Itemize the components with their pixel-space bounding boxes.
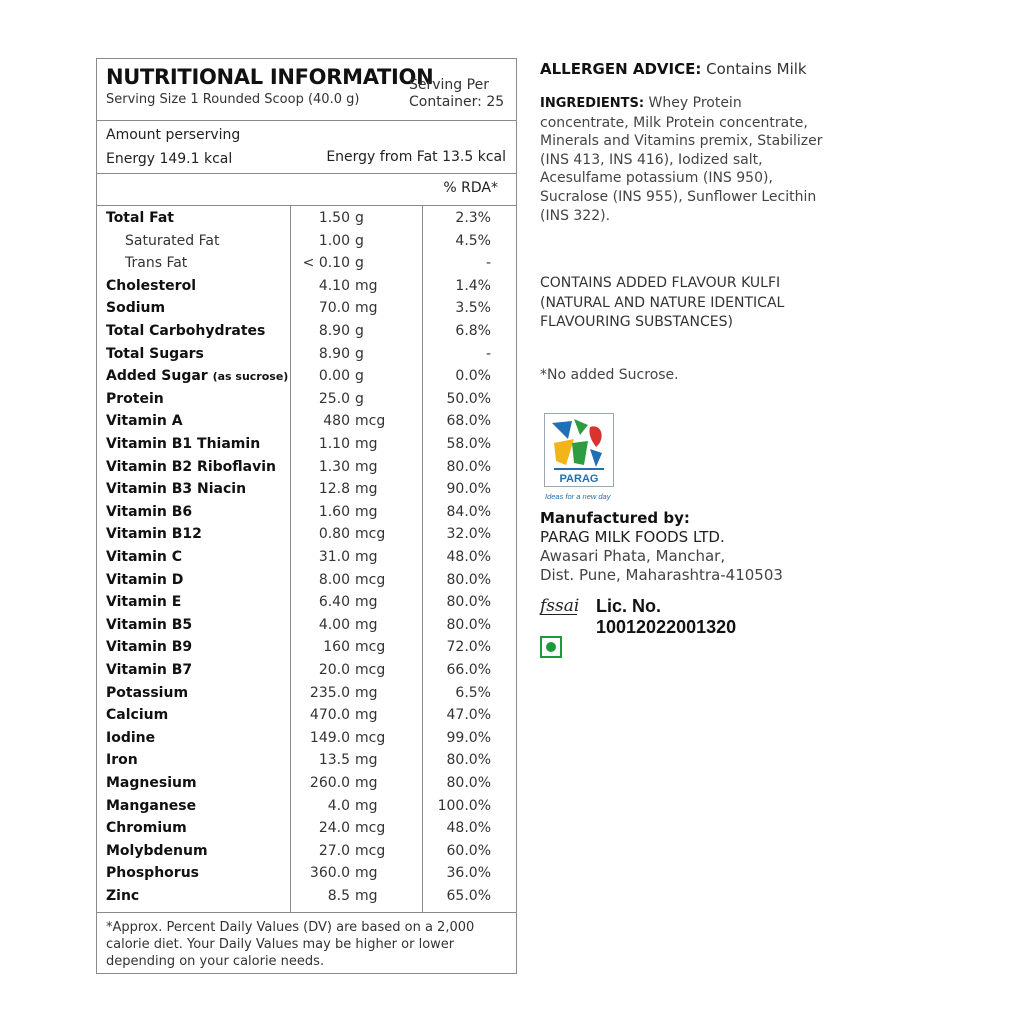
nutrient-rda: 50.0%	[446, 390, 491, 407]
nutrient-name-text: Zinc	[106, 888, 140, 904]
nutrient-amount-unit: mg	[355, 775, 378, 791]
nutrient-name-text: Saturated Fat	[125, 232, 220, 249]
nutrient-rda: 80.0%	[446, 571, 491, 588]
nutrient-row	[97, 546, 516, 569]
nutrient-rda: 68.0%	[446, 413, 491, 430]
nutrient-amount	[292, 297, 402, 319]
nutrient-name-text: Manganese	[106, 797, 197, 814]
nutrient-name-text: Added Sugar	[106, 368, 208, 385]
nutrient-name	[106, 749, 138, 771]
nutrient-amount	[292, 365, 402, 387]
energy: Energy 149.1 kcal	[106, 151, 233, 167]
nutrient-row	[97, 523, 516, 546]
nutrient-amount	[292, 207, 402, 229]
nutrient-amount	[292, 433, 402, 455]
nutrient-name	[106, 410, 183, 432]
nutrient-amount	[292, 749, 402, 771]
nutrient-rda: 90.0%	[446, 481, 491, 498]
nutrient-amount-unit: g	[355, 255, 364, 272]
nutrient-name	[106, 456, 276, 478]
divider	[97, 120, 516, 121]
nutrient-row	[97, 614, 516, 637]
nutrient-amount-value: 31.0	[318, 549, 350, 565]
nutrient-rda: 48.0%	[446, 820, 491, 837]
nutrient-name-text: Iron	[106, 752, 138, 769]
nutrient-row	[97, 320, 516, 343]
nutrient-name	[106, 772, 197, 794]
nutrient-name	[106, 546, 182, 568]
nutrient-amount	[292, 862, 402, 884]
manufacturer-name: PARAG MILK FOODS LTD.	[540, 528, 725, 546]
nutrient-row	[97, 840, 516, 863]
nutrient-amount-unit: mg	[355, 684, 378, 701]
nutrient-rda: 80.0%	[446, 458, 491, 475]
nutrient-amount-unit: mcg	[355, 662, 386, 678]
nutrient-amount-value: 12.8	[318, 481, 350, 498]
nutrient-rda: 3.5%	[455, 300, 491, 317]
nutrient-name-text: Vitamin B1 Thiamin	[106, 436, 261, 452]
nutrient-amount-unit: mcg	[355, 842, 386, 859]
nutrient-name-text: Cholesterol	[106, 277, 196, 294]
nutrient-rda: 65.0%	[446, 888, 491, 904]
nutrient-amount	[292, 569, 402, 591]
divider	[97, 912, 516, 913]
nutrient-amount-unit: g	[355, 232, 364, 249]
nutrient-rda: 99.0%	[446, 729, 491, 746]
nutrient-amount	[292, 659, 402, 681]
nutrient-row	[97, 433, 516, 456]
servings-per-line2: Container: 25	[409, 94, 505, 110]
nutrient-amount-unit: mg	[355, 481, 378, 498]
nutrient-amount-value: 4.00	[318, 616, 350, 633]
divider	[97, 205, 516, 206]
nutrient-name-text: Potassium	[106, 684, 189, 701]
nutrient-amount	[292, 456, 402, 478]
nutrient-name	[106, 659, 192, 681]
nutrient-row	[97, 343, 516, 366]
nutrient-amount-unit: mg	[355, 888, 378, 904]
nutrient-name-text: Trans Fat	[125, 255, 188, 272]
nutrient-row	[97, 569, 516, 592]
nutrient-name-text: Total Fat	[106, 210, 175, 226]
nutrient-amount-value: 149.0	[309, 729, 350, 746]
nutrient-amount-value: 1.30	[318, 458, 350, 475]
nutrient-row	[97, 682, 516, 705]
nutrient-amount-value: 260.0	[309, 775, 350, 791]
allergen-label: ALLERGEN ADVICE:	[540, 60, 702, 78]
nutrient-amount-value: < 0.10	[302, 255, 350, 272]
amount-per-serving: Amount perserving	[106, 127, 241, 143]
nutrient-amount-unit: g	[355, 368, 364, 385]
nutrient-name	[106, 320, 265, 342]
nutrient-name	[106, 727, 155, 749]
nutrient-rda: 80.0%	[446, 752, 491, 769]
nutrient-amount-value: 27.0	[318, 842, 350, 859]
nutrient-row	[97, 388, 516, 411]
nutrient-amount	[292, 546, 402, 568]
nutrient-row	[97, 207, 516, 230]
nutrient-amount-value: 1.50	[318, 210, 350, 226]
nutrient-amount	[292, 320, 402, 342]
nutrient-amount-unit: g	[355, 390, 364, 407]
nutrient-amount-value: 20.0	[318, 662, 350, 678]
nutrient-amount-unit: mg	[355, 594, 378, 611]
servings-per-line1: Serving Per	[409, 77, 489, 93]
nutrient-name	[106, 433, 260, 455]
nutrient-name-text: Vitamin B6	[106, 503, 193, 520]
parag-logo	[544, 413, 614, 503]
nutrient-amount-unit: mcg	[355, 639, 386, 656]
nutrient-name-text: Phosphorus	[106, 865, 199, 882]
nutrient-rda: 2.3%	[455, 210, 491, 226]
nutrient-amount-value: 13.5	[318, 752, 350, 769]
manufacturer-address-line2: Dist. Pune, Maharashtra-410503	[540, 566, 783, 584]
nutrient-amount-unit: mg	[355, 277, 378, 294]
nutrient-name-text: Total Carbohydrates	[106, 323, 266, 339]
nutrient-amount-unit: mg	[355, 436, 378, 452]
divider	[97, 173, 516, 174]
nutrient-rda: 80.0%	[446, 594, 491, 611]
nutrient-name-text: Sodium	[106, 300, 166, 317]
nutrient-name	[106, 885, 139, 907]
nutrient-name	[106, 207, 174, 229]
nutrient-amount-value: 0.00	[318, 368, 350, 385]
nutrient-amount	[292, 840, 402, 862]
nutrient-name	[106, 523, 202, 545]
nutrient-name-text: Chromium	[106, 820, 187, 837]
nutrient-amount-unit: mg	[355, 549, 378, 565]
nutrient-name	[106, 501, 192, 523]
nutrient-name-suffix: (as sucrose)	[212, 370, 289, 384]
logo-brand: PARAG	[559, 473, 599, 485]
nutrient-rda: 80.0%	[446, 616, 491, 633]
nutrient-row	[97, 795, 516, 818]
nutrient-name	[106, 365, 288, 388]
nutrient-rda: -	[485, 345, 491, 362]
nutrient-name-text: Calcium	[106, 707, 169, 724]
nutrient-rda: 48.0%	[446, 549, 491, 565]
veg-mark-icon	[540, 636, 562, 658]
nutrient-name	[106, 275, 196, 297]
nutrient-amount-value: 0.80	[318, 526, 350, 543]
nutrient-amount-value: 8.90	[318, 323, 350, 339]
nutrient-amount-value: 235.0	[309, 684, 350, 701]
nutrient-rda: 1.4%	[455, 277, 491, 294]
nutrient-amount	[292, 230, 402, 252]
nutrient-amount	[292, 614, 402, 636]
nutrient-amount	[292, 478, 402, 500]
nutrient-amount	[292, 795, 402, 817]
nutrient-name	[106, 704, 168, 726]
nutrient-rda: 66.0%	[446, 662, 491, 678]
nutrient-row	[97, 501, 516, 524]
nutrient-amount-value: 24.0	[318, 820, 350, 837]
nutrient-amount-value: 6.40	[318, 594, 350, 611]
ingredients	[540, 94, 825, 225]
nutrient-row	[97, 591, 516, 614]
nutrient-amount-unit: g	[355, 210, 364, 226]
logo-tagline: Ideas for a new day	[545, 492, 611, 501]
ingredients-value: Whey Protein concentrate, Milk Protein concentrate, Minerals and Vitamins premix, Stabilizer (INS 413, INS 416), Iodized salt, Acesulfame potassium (INS 950), Sucralose (INS 955), Sunflower Lecithin (INS 322).	[540, 95, 823, 224]
serving-size: Serving Size 1 Rounded Scoop (40.0 g)	[106, 92, 360, 107]
servings-per-container	[409, 77, 504, 111]
nutrient-rda: 36.0%	[446, 865, 491, 882]
nutrient-amount-value: 70.0	[318, 300, 350, 317]
flavour-note: CONTAINS ADDED FLAVOUR KULFI (NATURAL AND NATURE IDENTICAL FLAVOURING SUBSTANCES)	[540, 275, 785, 330]
nutrient-name	[106, 840, 208, 862]
nutrient-amount-value: 1.10	[318, 436, 350, 452]
nutrient-amount-unit: mg	[355, 458, 378, 475]
nutrient-amount-unit: mcg	[355, 571, 386, 588]
manufacturer-address-line1: Awasari Phata, Manchar,	[540, 547, 726, 565]
nutrient-name	[106, 795, 196, 817]
nutrient-amount-value: 360.0	[309, 865, 350, 882]
energy-from-fat: Energy from Fat 13.5 kcal	[326, 149, 506, 165]
nutrient-amount-value: 470.0	[309, 707, 350, 724]
nutrient-amount	[292, 772, 402, 794]
nutrient-amount-unit: mcg	[355, 729, 386, 746]
nutrient-rda: 100.0%	[437, 797, 491, 814]
nutrient-amount	[292, 636, 402, 658]
nutrient-amount	[292, 727, 402, 749]
nutrient-name-text: Vitamin B2 Riboflavin	[106, 458, 276, 475]
nutrient-row	[97, 704, 516, 727]
nutrient-amount	[292, 523, 402, 545]
nutrient-amount-unit: g	[355, 323, 364, 339]
nutrient-name-text: Vitamin B7	[106, 662, 193, 678]
nutrient-amount	[292, 591, 402, 613]
nutrient-rda: 32.0%	[446, 526, 491, 543]
nutrient-row	[97, 727, 516, 750]
nutrient-name-text: Vitamin B3 Niacin	[106, 481, 247, 498]
nutrient-rda: 47.0%	[446, 707, 491, 724]
nutrient-amount-unit: mg	[355, 752, 378, 769]
nutrient-amount-unit: mcg	[355, 413, 386, 430]
manufactured-by-label: Manufactured by:	[540, 509, 690, 527]
nutrient-name-text: Magnesium	[106, 775, 197, 791]
nutrient-amount-unit: mg	[355, 797, 378, 814]
nutrient-amount	[292, 817, 402, 839]
nutrient-name-text: Total Sugars	[106, 345, 204, 362]
nutrient-amount-unit: g	[355, 345, 364, 362]
nutrient-amount-unit: mcg	[355, 820, 386, 837]
nutrient-rda: 4.5%	[455, 232, 491, 249]
nutrient-amount	[292, 704, 402, 726]
nutrient-name	[106, 343, 204, 365]
nutrient-rda: 0.0%	[455, 368, 491, 385]
nutrient-amount-value: 8.5	[327, 888, 350, 904]
license-number: Lic. No. 10012022001320	[596, 596, 737, 637]
nutrient-row	[97, 862, 516, 885]
nutrient-amount-value: 25.0	[318, 390, 350, 407]
nutrient-name-text: Protein	[106, 390, 164, 407]
nutrient-name-text: Vitamin D	[106, 571, 184, 588]
nutrient-row	[97, 885, 516, 908]
nutrient-name	[106, 614, 192, 636]
nutrient-amount-unit: mg	[355, 865, 378, 882]
nutrient-amount-unit: mg	[355, 503, 378, 520]
nutrient-rda: 58.0%	[446, 436, 491, 452]
nutrient-row	[97, 636, 516, 659]
nutrient-row	[97, 252, 516, 275]
nutrient-row	[97, 772, 516, 795]
nutrient-amount-value: 1.60	[318, 503, 350, 520]
nutrient-name-text: Vitamin C	[106, 549, 183, 565]
nutrient-name-text: Vitamin B12	[106, 526, 202, 543]
nutrient-name	[106, 591, 181, 613]
nutrient-rda: 60.0%	[446, 842, 491, 859]
nutrient-amount	[292, 501, 402, 523]
nutrient-amount	[292, 885, 402, 907]
parag-logo-icon	[544, 413, 614, 503]
nutrient-row	[97, 297, 516, 320]
footnote: *Approx. Percent Daily Values (DV) are based on a 2,000 calorie diet. Your Daily Values may be higher or lower depending on your calorie needs.	[106, 920, 475, 969]
nutrient-name	[106, 682, 188, 704]
nutrient-rda: 80.0%	[446, 775, 491, 791]
nutrient-rda: 6.8%	[455, 323, 491, 339]
nutrient-row	[97, 659, 516, 682]
nutrient-amount	[292, 388, 402, 410]
nutrient-amount-value: 8.90	[318, 345, 350, 362]
nutrient-amount	[292, 252, 402, 274]
nutrient-rda: 6.5%	[455, 684, 491, 701]
rda-header: % RDA*	[443, 180, 498, 196]
nutrient-name	[106, 636, 192, 658]
fssai-logo: fssai	[540, 596, 580, 616]
nutrient-amount-value: 4.10	[318, 277, 350, 294]
nutrient-amount	[292, 682, 402, 704]
nutrition-panel	[96, 58, 517, 974]
nutrient-name-text: Vitamin E	[106, 594, 182, 611]
nutrient-rda: 84.0%	[446, 503, 491, 520]
nutrient-row	[97, 365, 516, 388]
nutrient-name	[106, 569, 183, 591]
nutrient-name-text: Molybdenum	[106, 842, 208, 859]
nutrient-amount-unit: mg	[355, 707, 378, 724]
nutrient-row	[97, 478, 516, 501]
nutrient-amount-value: 480	[323, 413, 350, 430]
allergen-value: Contains Milk	[701, 60, 807, 78]
nutrient-name	[106, 297, 165, 319]
allergen-advice	[540, 60, 807, 78]
nutrient-name-text: Vitamin B9	[106, 639, 193, 656]
nutrient-row	[97, 817, 516, 840]
nutrient-name	[106, 478, 246, 500]
nutrient-amount-value: 8.00	[318, 571, 350, 588]
nutrient-row	[97, 410, 516, 433]
nutrient-row	[97, 749, 516, 772]
nutrient-amount-unit: mcg	[355, 526, 386, 543]
nutrient-amount-value: 1.00	[318, 232, 350, 249]
nutrient-amount	[292, 343, 402, 365]
nutrient-name	[125, 252, 187, 274]
nutrient-name	[106, 817, 187, 839]
nutrient-row	[97, 456, 516, 479]
nutrient-amount-unit: mg	[355, 300, 378, 317]
no-sucrose-note: *No added Sucrose.	[540, 367, 679, 383]
nutrient-amount-value: 4.0	[327, 797, 350, 814]
nutrient-name	[106, 388, 164, 410]
nutrient-row	[97, 275, 516, 298]
nutrient-rda: 72.0%	[446, 639, 491, 656]
nutrient-name	[106, 862, 199, 884]
nutrient-amount-value: 160	[323, 639, 350, 656]
nutrition-title: NUTRITIONAL INFORMATION	[106, 65, 434, 89]
nutrient-name	[125, 230, 219, 252]
nutrient-amount	[292, 275, 402, 297]
nutrient-name-text: Vitamin A	[106, 413, 183, 430]
nutrient-amount-unit: mg	[355, 616, 378, 633]
nutrient-rda: -	[485, 255, 491, 272]
nutrient-amount	[292, 410, 402, 432]
nutrient-row	[97, 230, 516, 253]
nutrient-name-text: Vitamin B5	[106, 616, 193, 633]
nutrient-name-text: Iodine	[106, 729, 156, 746]
ingredients-label: INGREDIENTS:	[540, 96, 645, 111]
